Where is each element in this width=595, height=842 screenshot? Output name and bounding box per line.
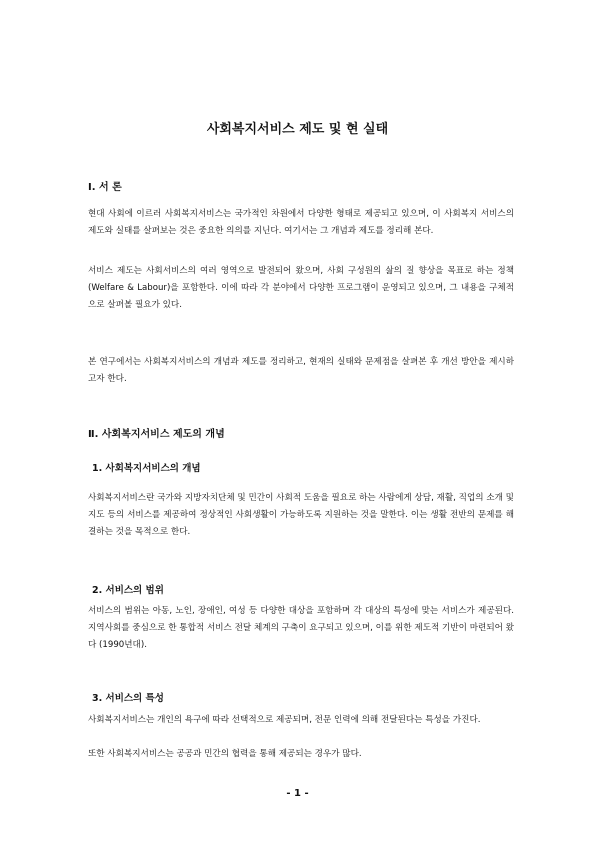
paragraph: [88, 490, 514, 558]
paragraph-text: 사회복지서비스란 국가와 지방자치단체 및 민간이 사회적 도움을 필요로 하는 사람에게 상담, 재활, 직업의 소개 및 지도 등의 서비스를 제공하여 정상적인 사회생활이 가능하도록 지원하는 것을 말한다. 이는 생활 전반의 문제를 해결하는 것을 목적으로 한다.: [88, 493, 514, 537]
paragraph: [88, 712, 514, 746]
paragraph-text: 또한 사회복지서비스는 공공과 민간의 협력을 통해 제공되는 경우가 많다.: [88, 749, 362, 759]
subsection-heading: 1. 사회복지서비스의 개념: [92, 463, 201, 474]
document-title: 사회복지서비스 제도 및 현 실태: [206, 122, 389, 137]
section-heading-concept: Ⅱ. 사회복지서비스 제도의 개념: [88, 429, 225, 440]
page-number: - 1 -: [286, 788, 309, 799]
paragraph-text: 본 연구에서는 사회복지서비스의 개념과 제도를 정리하고, 현재의 실태와 문제점을 살펴본 후 개선 방안을 제시하고자 한다.: [88, 357, 514, 384]
subsection-heading: 3. 서비스의 특성: [92, 693, 164, 704]
paragraph: [88, 746, 514, 763]
subsection-heading: 2. 서비스의 범위: [92, 585, 164, 596]
paragraph-text: 사회복지서비스는 개인의 욕구에 따라 선택적으로 제공되며, 전문 인력에 의해 전달된다는 특성을 가진다.: [88, 715, 481, 725]
paragraph: [88, 263, 514, 348]
paragraph-text: 현대 사회에 이르러 사회복지서비스는 국가적인 차원에서 다양한 형태로 제공되고 있으며, 이 사회복지 서비스의 제도와 실태를 살펴보는 것은 중요한 의의를 지닌다. 여기서는 그 개념과 제도를 정리해 본다.: [88, 209, 514, 236]
paragraph: [88, 354, 514, 388]
paragraph: [88, 603, 514, 671]
paragraph: [88, 206, 514, 257]
paragraph-text: 서비스 제도는 사회서비스의 여러 영역으로 발전되어 왔으며, 사회 구성원의 삶의 질 향상을 목표로 하는 정책 (Welfare & Labour)을 포함한다. 이에 따라 각 분야에서 다양한 프로그램이 운영되고 있으며, 그 내용을 구체적으로 살펴볼 필요가 있다.: [88, 266, 514, 310]
section-heading-introduction: Ⅰ. 서 론: [88, 182, 122, 193]
paragraph-text: 서비스의 범위는 아동, 노인, 장애인, 여성 등 다양한 대상을 포함하며 각 대상의 특성에 맞는 서비스가 제공된다. 지역사회를 중심으로 한 통합적 서비스 전달 체계의 구축이 요구되고 있으며, 이를 위한 제도적 기반이 마련되어 왔다 (1990년대).: [88, 606, 514, 650]
